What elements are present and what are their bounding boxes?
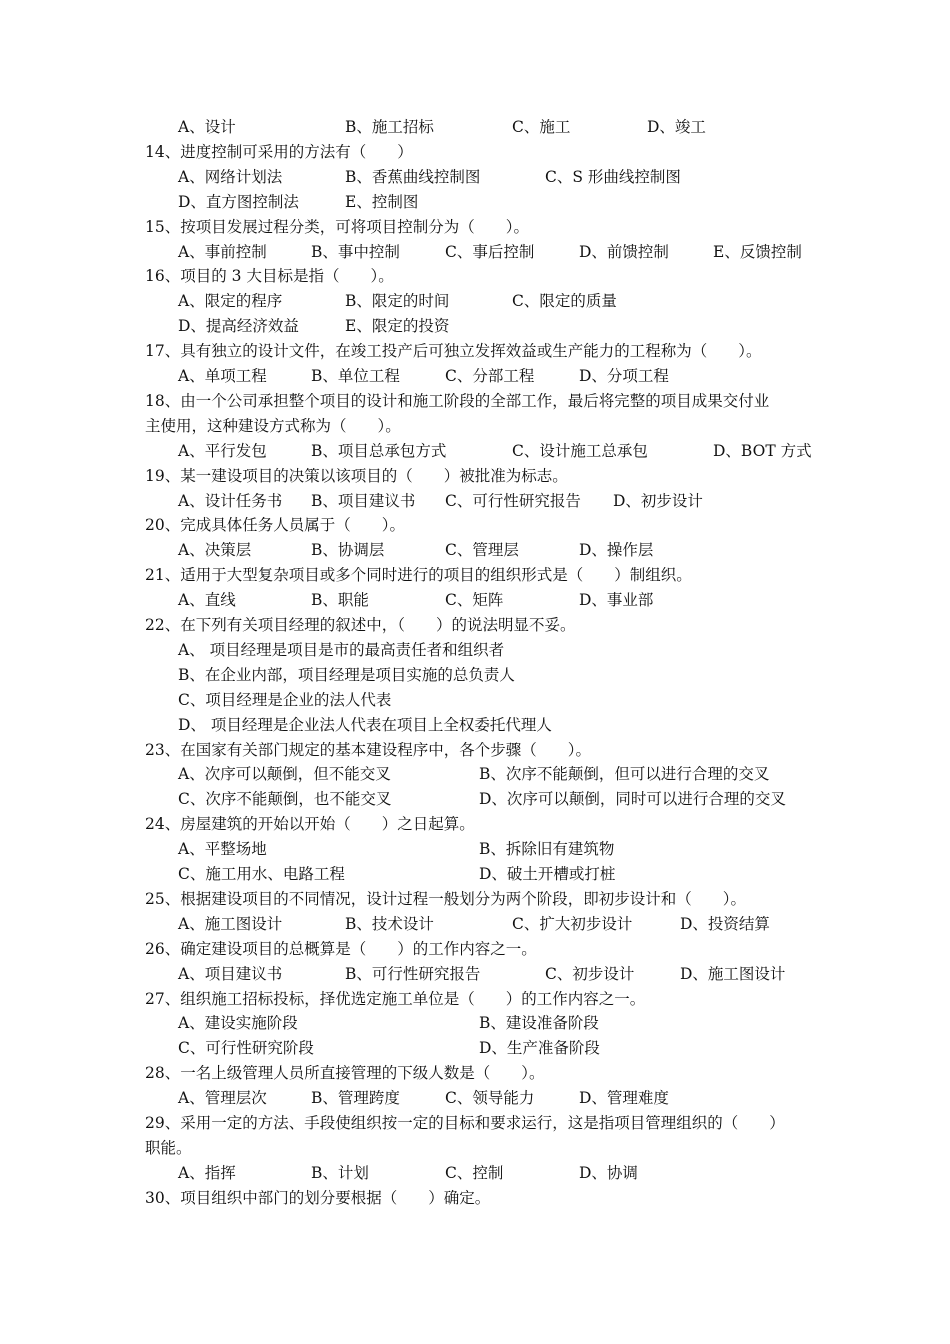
options-line	[0, 912, 950, 937]
question-line	[0, 464, 950, 489]
answer-option: C、S 形曲线控制图	[545, 167, 681, 186]
answer-option: C、可行性研究报告	[445, 491, 581, 510]
options-line	[0, 663, 950, 688]
question-line	[0, 738, 950, 763]
options-line	[0, 289, 950, 314]
answer-option: D、施工图设计	[680, 964, 786, 983]
answer-option: B、在企业内部，项目经理是项目实施的总负责人	[178, 665, 515, 684]
options-line	[0, 489, 950, 514]
options-line	[0, 787, 950, 812]
options-line	[0, 638, 950, 663]
answer-option: D、管理难度	[579, 1089, 669, 1108]
options-line	[0, 862, 950, 887]
answer-option: B、香蕉曲线控制图	[345, 167, 481, 186]
question-line	[0, 140, 950, 165]
question-text: 主使用，这种建设方式称为（ ）。	[145, 416, 401, 435]
answer-option: D、协调	[579, 1163, 638, 1182]
answer-option: D、生产准备阶段	[479, 1039, 600, 1058]
question-text: 28、一名上级管理人员所直接管理的下级人数是（ ）。	[145, 1064, 545, 1083]
answer-option: D、初步设计	[613, 491, 703, 510]
answer-option: A、管理层次	[178, 1089, 267, 1108]
answer-option: C、管理层	[445, 541, 519, 560]
answer-option: B、限定的时间	[345, 292, 450, 311]
answer-option: C、分部工程	[445, 367, 535, 385]
question-text: 16、项目的 3 大目标是指（ ）。	[145, 267, 394, 286]
answer-option: C、扩大初步设计	[512, 914, 633, 933]
answer-option: A、项目建议书	[178, 964, 283, 983]
options-line	[0, 115, 950, 140]
answer-option: E、限定的投资	[345, 317, 450, 336]
question-line	[0, 987, 950, 1012]
answer-option: C、事后控制	[445, 242, 535, 261]
question-text: 26、确定建设项目的总概算是（ ）的工作内容之一。	[145, 939, 537, 958]
answer-option: A、建设实施阶段	[178, 1014, 298, 1033]
question-line	[0, 812, 950, 837]
question-text: 22、在下列有关项目经理的叙述中，（ ）的说法明显不妥。	[145, 616, 576, 634]
options-line	[0, 165, 950, 190]
answer-option: C、限定的质量	[512, 292, 617, 311]
question-text: 29、采用一定的方法、手段使组织按一定的目标和要求运行，这是指项目管理组织的（ ）	[145, 1114, 785, 1132]
answer-option: A、 项目经理是项目是市的最高责任者和组织者	[178, 640, 505, 659]
question-line	[0, 264, 950, 289]
answer-option: E、反馈控制	[713, 242, 802, 261]
answer-option: B、可行性研究报告	[345, 964, 481, 983]
question-line	[0, 563, 950, 588]
answer-option: D、分项工程	[579, 367, 669, 385]
answer-option: B、协调层	[311, 541, 385, 560]
answer-option: C、控制	[445, 1163, 504, 1182]
question-text: 27、组织施工招标投标，择优选定施工单位是（ ）的工作内容之一。	[145, 989, 646, 1008]
question-text: 21、适用于大型复杂项目或多个同时进行的项目的组织形式是（ ）制组织。	[145, 566, 692, 585]
options-line	[0, 1161, 950, 1186]
answer-option: A、施工图设计	[178, 914, 283, 933]
answer-option: A、单项工程	[178, 367, 267, 385]
answer-option: B、技术设计	[345, 914, 434, 933]
answer-option: C、施工	[512, 118, 571, 136]
answer-option: C、施工用水、电路工程	[178, 865, 345, 883]
answer-option: B、建设准备阶段	[479, 1014, 599, 1033]
answer-option: C、初步设计	[545, 964, 635, 983]
answer-option: D、直方图控制法	[178, 192, 299, 211]
options-line	[0, 190, 950, 215]
answer-option: B、项目建议书	[311, 491, 416, 510]
answer-option: D、竣工	[647, 118, 706, 136]
answer-option: A、次序可以颠倒，但不能交叉	[178, 765, 391, 784]
options-line	[0, 962, 950, 987]
answer-option: C、次序不能颠倒，也不能交叉	[178, 790, 392, 809]
question-text: 23、在国家有关部门规定的基本建设程序中，各个步骤（ ）。	[145, 740, 591, 759]
answer-option: A、限定的程序	[178, 292, 283, 311]
question-text: 17、具有独立的设计文件，在竣工投产后可独立发挥效益或生产能力的工程称为（ ）。	[145, 342, 762, 361]
options-line	[0, 1011, 950, 1036]
answer-option: D、事业部	[579, 591, 654, 610]
answer-option: D、BOT 方式	[713, 441, 812, 460]
question-text: 14、进度控制可采用的方法有（ ）	[145, 142, 413, 161]
answer-option: A、设计任务书	[178, 491, 283, 510]
question-line	[0, 1136, 950, 1161]
answer-option: B、项目总承包方式	[311, 441, 447, 460]
answer-option: D、投资结算	[680, 914, 770, 933]
options-line	[0, 314, 950, 339]
question-line	[0, 1186, 950, 1211]
options-line	[0, 588, 950, 613]
answer-option: B、施工招标	[345, 118, 434, 136]
answer-option: D、操作层	[579, 541, 654, 560]
answer-option: C、可行性研究阶段	[178, 1039, 314, 1058]
question-text: 15、按项目发展过程分类，可将项目控制分为（ ）。	[145, 217, 529, 236]
answer-option: D、前馈控制	[579, 242, 669, 261]
answer-option: B、管理跨度	[311, 1089, 400, 1108]
answer-option: C、设计施工总承包	[512, 441, 648, 460]
answer-option: A、事前控制	[178, 242, 267, 261]
options-line	[0, 240, 950, 265]
options-line	[0, 1086, 950, 1111]
question-line	[0, 339, 950, 364]
question-text: 职能。	[145, 1138, 192, 1157]
answer-option: A、直线	[178, 591, 236, 610]
question-line	[0, 887, 950, 912]
answer-option: A、平行发包	[178, 441, 267, 460]
answer-option: C、矩阵	[445, 591, 504, 610]
answer-option: B、职能	[311, 591, 369, 610]
question-text: 25、根据建设项目的不同情况，设计过程一般划分为两个阶段，即初步设计和（ ）。	[145, 889, 746, 908]
question-text: 20、完成具体任务人员属于（ ）。	[145, 516, 405, 535]
question-text: 30、项目组织中部门的划分要根据（ ）确定。	[145, 1188, 491, 1207]
answer-option: B、次序不能颠倒，但可以进行合理的交叉	[479, 765, 770, 784]
question-line	[0, 937, 950, 962]
question-line	[0, 513, 950, 538]
options-line	[0, 439, 950, 464]
question-line	[0, 1061, 950, 1086]
options-line	[0, 762, 950, 787]
question-text: 18、由一个公司承担整个项目的设计和施工阶段的全部工作，最后将完整的项目成果交付业	[145, 391, 770, 410]
answer-option: B、拆除旧有建筑物	[479, 840, 615, 859]
answer-option: B、计划	[311, 1163, 369, 1182]
answer-option: D、提高经济效益	[178, 317, 299, 336]
answer-option: C、项目经理是企业的法人代表	[178, 690, 392, 709]
options-line	[0, 364, 950, 389]
question-line	[0, 389, 950, 414]
options-line	[0, 837, 950, 862]
answer-option: A、平整场地	[178, 840, 267, 859]
answer-option: D、 项目经理是企业法人代表在项目上全权委托代理人	[178, 715, 552, 734]
answer-option: D、次序可以颠倒，同时可以进行合理的交叉	[479, 790, 786, 809]
options-line	[0, 538, 950, 563]
answer-option: C、领导能力	[445, 1089, 535, 1108]
question-text: 19、某一建设项目的决策以该项目的（ ）被批准为标志。	[145, 466, 568, 485]
answer-option: B、单位工程	[311, 367, 400, 385]
question-text: 24、房屋建筑的开始以开始（ ）之日起算。	[145, 815, 475, 834]
question-line	[0, 215, 950, 240]
answer-option: B、事中控制	[311, 242, 400, 261]
options-line	[0, 688, 950, 713]
answer-option: A、网络计划法	[178, 167, 283, 186]
answer-option: A、决策层	[178, 541, 252, 560]
options-line	[0, 1036, 950, 1061]
question-line	[0, 1111, 950, 1136]
answer-option: A、指挥	[178, 1163, 236, 1182]
question-line	[0, 613, 950, 638]
answer-option: D、破土开槽或打桩	[479, 865, 616, 883]
answer-option: E、控制图	[345, 192, 419, 211]
answer-option: A、设计	[178, 118, 236, 136]
options-line	[0, 713, 950, 738]
question-line	[0, 414, 950, 439]
